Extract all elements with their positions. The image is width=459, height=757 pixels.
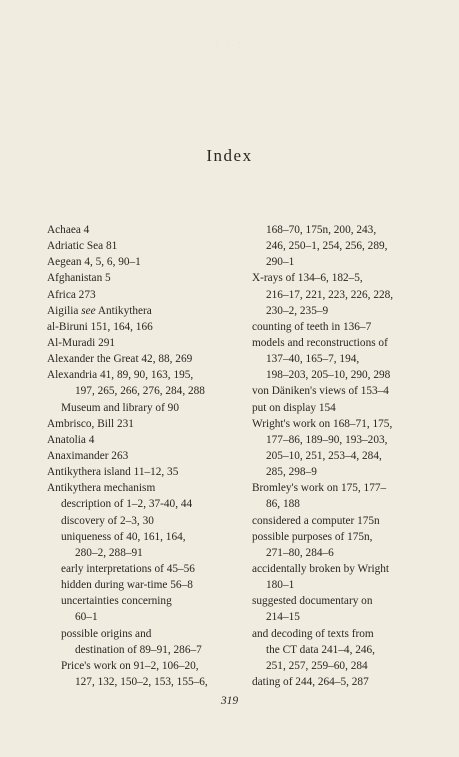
index-entry: Antikythera island 11–12, 35 — [47, 466, 179, 479]
index-entry: al-Biruni 151, 164, 166 — [47, 320, 153, 333]
index-entry: destination of 89–91, 286–7 — [75, 643, 202, 656]
index-entry: counting of teeth in 136–7 — [252, 320, 372, 333]
index-entry: Anatolia 4 — [47, 433, 95, 446]
index-entry: Anaximander 263 — [47, 449, 129, 462]
index-entry: 127, 132, 150–2, 153, 155–6, — [75, 675, 208, 688]
index-entry: 285, 298–9 — [266, 466, 317, 479]
index-entry: Alexander the Great 42, 88, 269 — [47, 353, 193, 366]
index-entry: description of 1–2, 37-40, 44 — [61, 498, 193, 511]
index-entry: dating of 244, 264–5, 287 — [252, 675, 369, 688]
index-entry: early interpretations of 45–56 — [61, 562, 195, 575]
index-entry: 230–2, 235–9 — [266, 304, 329, 317]
index-entry: 60–1 — [75, 611, 98, 624]
index-entry: Achaea 4 — [47, 224, 90, 236]
index-entry: Wright's work on 168–71, 175, — [252, 417, 393, 430]
index-entry: 214–15 — [266, 611, 300, 624]
index-entry: Antikythera mechanism — [47, 482, 156, 495]
index-entry: uniqueness of 40, 161, 164, — [61, 530, 186, 543]
index-entry: Africa 273 — [47, 288, 96, 301]
bleed-through-text: · · · — [215, 38, 244, 48]
index-entry: Ambrisco, Bill 231 — [47, 417, 134, 430]
index-entry: 137–40, 165–7, 194, — [266, 353, 360, 366]
index-entry: 246, 250–1, 254, 256, 289, — [266, 240, 388, 253]
index-column-right — [252, 222, 432, 690]
index-entry: the CT data 241–4, 246, — [266, 643, 375, 656]
index-entry: models and reconstructions of — [252, 336, 388, 349]
index-entry: 86, 188 — [266, 498, 300, 511]
index-entry: put on display 154 — [252, 401, 336, 414]
index-entry: possible purposes of 175n, — [252, 530, 373, 543]
index-entry: 251, 257, 259–60, 284 — [266, 659, 368, 672]
index-entry: 280–2, 288–91 — [75, 546, 143, 559]
index-entry: 216–17, 221, 223, 226, 228, — [266, 288, 394, 301]
index-entry: Afghanistan 5 — [47, 272, 111, 285]
index-entry: accidentally broken by Wright — [252, 562, 390, 575]
index-entry: suggested documentary on — [252, 595, 373, 608]
index-entry: Price's work on 91–2, 106–20, — [61, 659, 199, 672]
index-entry: Aigilia see Antikythera — [47, 304, 152, 317]
index-entry: 271–80, 284–6 — [266, 546, 334, 559]
index-entry: 205–10, 251, 253–4, 284, — [266, 449, 382, 462]
index-entry: 177–86, 189–90, 193–203, — [266, 433, 388, 446]
index-entry: hidden during war-time 56–8 — [61, 579, 193, 592]
index-entry: Al-Muradi 291 — [47, 336, 116, 349]
index-column-left — [47, 222, 242, 690]
page-number: 319 — [220, 695, 239, 707]
index-entry: 168–70, 175n, 200, 243, — [266, 224, 377, 236]
index-entry: uncertainties concerning — [61, 595, 172, 608]
index-entry: Aegean 4, 5, 6, 90–1 — [47, 256, 141, 269]
index-entry: Alexandria 41, 89, 90, 163, 195, — [47, 369, 194, 382]
index-entry: Adriatic Sea 81 — [47, 240, 118, 253]
index-entry: 197, 265, 266, 276, 284, 288 — [75, 385, 205, 398]
index-entry: and decoding of texts from — [252, 627, 374, 640]
index-entry: von Däniken's views of 153–4 — [252, 385, 389, 398]
page-title: Index — [206, 146, 253, 165]
index-entry: considered a computer 175n — [252, 514, 380, 527]
index-entry: 180–1 — [266, 579, 295, 592]
index-entry: 290–1 — [266, 256, 295, 269]
index-entry: X-rays of 134–6, 182–5, — [252, 272, 363, 285]
index-entry: 198–203, 205–10, 290, 298 — [266, 369, 391, 382]
index-entry: Museum and library of 90 — [61, 401, 179, 414]
index-entry: Bromley's work on 175, 177– — [252, 482, 387, 495]
index-entry: possible origins and — [61, 627, 152, 640]
index-entry: discovery of 2–3, 30 — [61, 514, 154, 527]
